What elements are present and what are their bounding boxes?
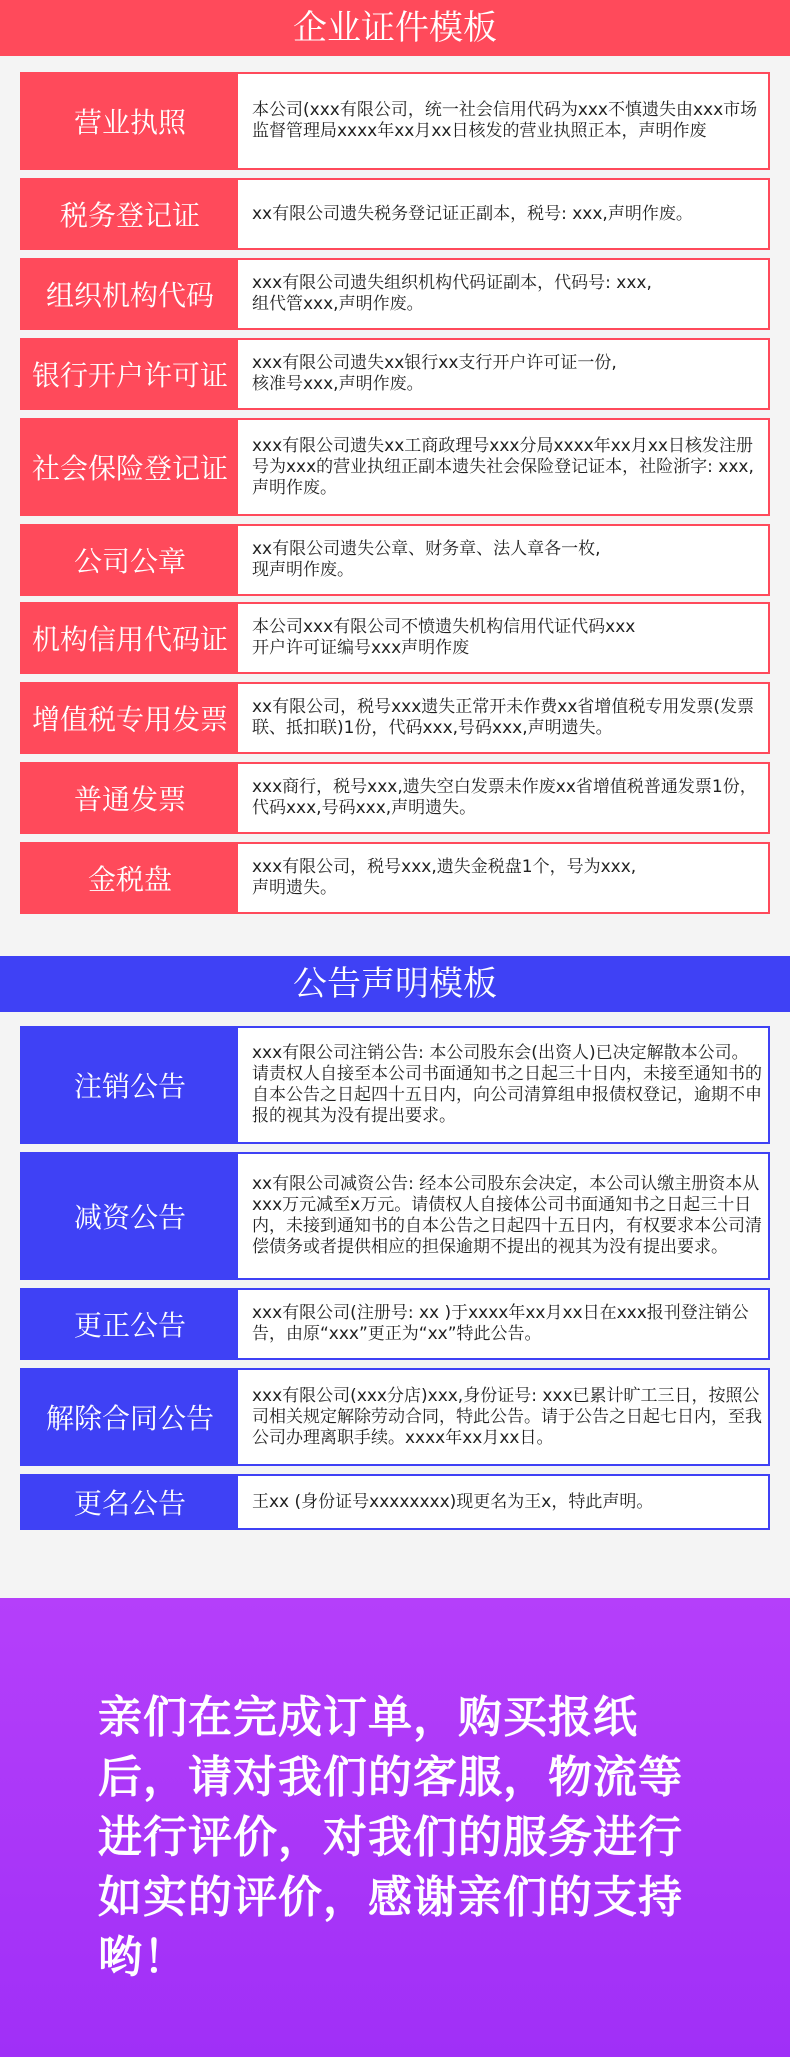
template-row-deregistration-notice	[20, 1026, 770, 1144]
template-row-organization-code	[20, 258, 770, 330]
template-row-credit-code	[20, 602, 770, 674]
row-description: xxx有限公司遗失xx工商政理号xxx分局xxxx年xx月xx日核发注册号为xxx的营业执纽正副本遗失社会保险登记证本，社险浙字: xxx,声明作废。	[252, 435, 754, 498]
row-label: 注销公告	[22, 1028, 238, 1142]
row-description: xx有限公司减资公告: 经本公司股东会决定，本公司认缴主册资本从xxx万元减至x万元。请债权人自接体公司书面通知书之日起三十日内，未接到通知书的自本公告之日起四十五日内，有权要求本公司清偿债务或者提供相应的担保逾期不提出的视其为没有提出要求。	[252, 1174, 762, 1257]
section-title-enterprise-certificates: 企业证件模板	[0, 0, 790, 56]
row-description: xxx有限公司遗失xx银行xx支行开户许可证一份, 核准号xxx,声明作废。	[252, 353, 617, 394]
row-description: xx有限公司，税号xxx遗失正常开未作费xx省增值税专用发票(发票联、抵扣联)1份，代码xxx,号码xxx,声明遗失。	[252, 697, 755, 738]
row-label: 公司公章	[22, 526, 238, 594]
row-label: 机构信用代码证	[22, 604, 238, 672]
section-title-announcements: 公告声明模板	[0, 956, 790, 1012]
row-label: 增值税专用发票	[22, 684, 238, 752]
row-description: 王xx (身份证号xxxxxxxx)现更名为王x，特此声明。	[252, 1491, 654, 1512]
row-label: 组织机构代码	[22, 260, 238, 328]
row-description: xxx商行，税号xxx,遗失空白发票未作废xx省增值税普通发票1份，代码xxx,号码xxx,声明遗失。	[252, 777, 757, 818]
row-label: 营业执照	[22, 74, 238, 168]
template-row-correction-notice	[20, 1288, 770, 1360]
row-description: xxx有限公司遗失组织机构代码证副本，代码号: xxx, 组代管xxx,声明作废。	[252, 273, 652, 314]
template-row-name-change-notice	[20, 1474, 770, 1530]
row-description: 本公司(xxx有限公司，统一社会信用代码为xxx不慎遗失由xxx市场监督管理局xxxx年xx月xx日核发的营业执照正本，声明作废	[252, 100, 758, 141]
row-label: 更名公告	[22, 1476, 238, 1528]
row-description: xxx有限公司，税号xxx,遗失金税盘1个，号为xxx, 声明遗失。	[252, 857, 637, 898]
row-description: xxx有限公司注销公告: 本公司股东会(出资人)已决定解散本公司。请责权人自接至本公司书面通知书之日起三十日内，未接至通知书的自本公告之日起四十五日内，向公司清算组申报债权登记，逾期不申报的视其为没有提出要求。	[252, 1043, 762, 1126]
row-description: xxx有限公司(xxx分店)xxx,身份证号: xxx已累计旷工三日，按照公司相关规定解除劳动合同，特此公告。请于公告之日起七日内，至我公司办理离职手续。xxxx年xx月xx日。	[252, 1385, 762, 1448]
review-reminder-banner	[0, 1598, 790, 2057]
row-label: 税务登记证	[22, 180, 238, 248]
template-row-business-license	[20, 72, 770, 170]
row-label: 解除合同公告	[22, 1370, 238, 1464]
row-description: xx有限公司遗失税务登记证正副本，税号: xxx,声明作废。	[252, 203, 693, 224]
template-row-company-seal	[20, 524, 770, 596]
template-row-vat-invoice	[20, 682, 770, 754]
row-label: 社会保险登记证	[22, 420, 238, 514]
template-row-ordinary-invoice	[20, 762, 770, 834]
row-label: 金税盘	[22, 844, 238, 912]
row-label: 银行开户许可证	[22, 340, 238, 408]
row-description: xxx有限公司(注册号: xx )于xxxx年xx月xx日在xxx报刊登注销公告，由原“xxx”更正为“xx”特此公告。	[252, 1303, 749, 1344]
template-row-bank-account-license	[20, 338, 770, 410]
row-description: xx有限公司遗失公章、财务章、法人章各一枚, 现声明作废。	[252, 539, 601, 580]
review-reminder-text: 亲们在完成订单，购买报纸后，请对我们的客服，物流等进行评价，对我们的服务进行如实的评价，感谢亲们的支持哟！	[98, 1692, 683, 1983]
row-label: 减资公告	[22, 1154, 238, 1278]
template-row-social-insurance	[20, 418, 770, 516]
template-row-capital-reduction-notice	[20, 1152, 770, 1280]
template-row-tax-registration	[20, 178, 770, 250]
row-description: 本公司xxx有限公司不愤遗失机构信用代证代码xxx 开户许可证编号xxx声明作废	[252, 617, 636, 658]
template-row-tax-disk	[20, 842, 770, 914]
row-label: 普通发票	[22, 764, 238, 832]
template-row-contract-termination-notice	[20, 1368, 770, 1466]
row-label: 更正公告	[22, 1290, 238, 1358]
